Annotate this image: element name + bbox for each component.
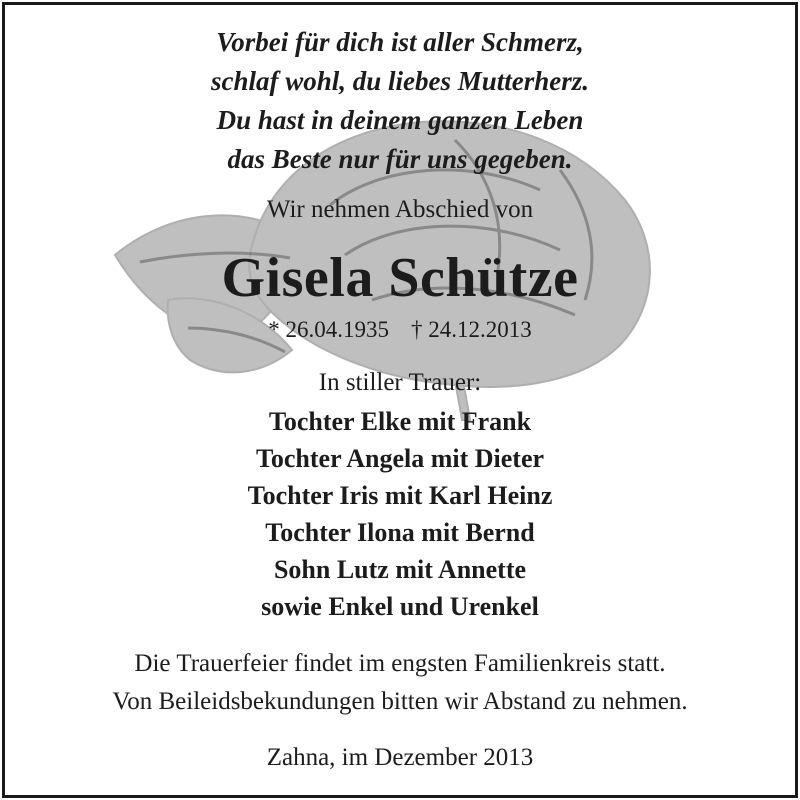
farewell-intro: Wir nehmen Abschied von <box>266 196 534 223</box>
mourner-line: sowie Enkel und Urenkel <box>261 592 539 621</box>
verse-line: Du hast in deinem ganzen Leben <box>216 105 584 135</box>
deceased-name: Gisela Schütze <box>221 247 579 309</box>
death-date: † 24.12.2013 <box>411 317 532 342</box>
verse-line: Vorbei für dich ist aller Schmerz, <box>216 27 584 57</box>
mourner-line: Sohn Lutz mit Annette <box>273 555 527 584</box>
ceremony-note: Die Trauerfeier findet im engsten Familienkreis statt. <box>134 650 666 677</box>
verse-line: das Beste nur für uns gegeben. <box>227 144 573 174</box>
mourning-intro: In stiller Trauer: <box>318 369 482 396</box>
mourner-line: Tochter Angela mit Dieter <box>255 444 545 473</box>
life-dates <box>0 315 800 345</box>
condolence-note: Von Beileidsbekundungen bitten wir Abstand zu nehmen. <box>112 688 688 715</box>
mourner-line: Tochter Elke mit Frank <box>268 407 532 436</box>
mourner-line: Tochter Iris mit Karl Heinz <box>247 481 553 510</box>
birth-date: * 26.04.1935 <box>268 317 389 342</box>
place-date: Zahna, im Dezember 2013 <box>266 744 534 771</box>
verse-line: schlaf wohl, du liebes Mutterherz. <box>210 66 590 96</box>
mourner-line: Tochter Ilona mit Bernd <box>265 518 535 547</box>
